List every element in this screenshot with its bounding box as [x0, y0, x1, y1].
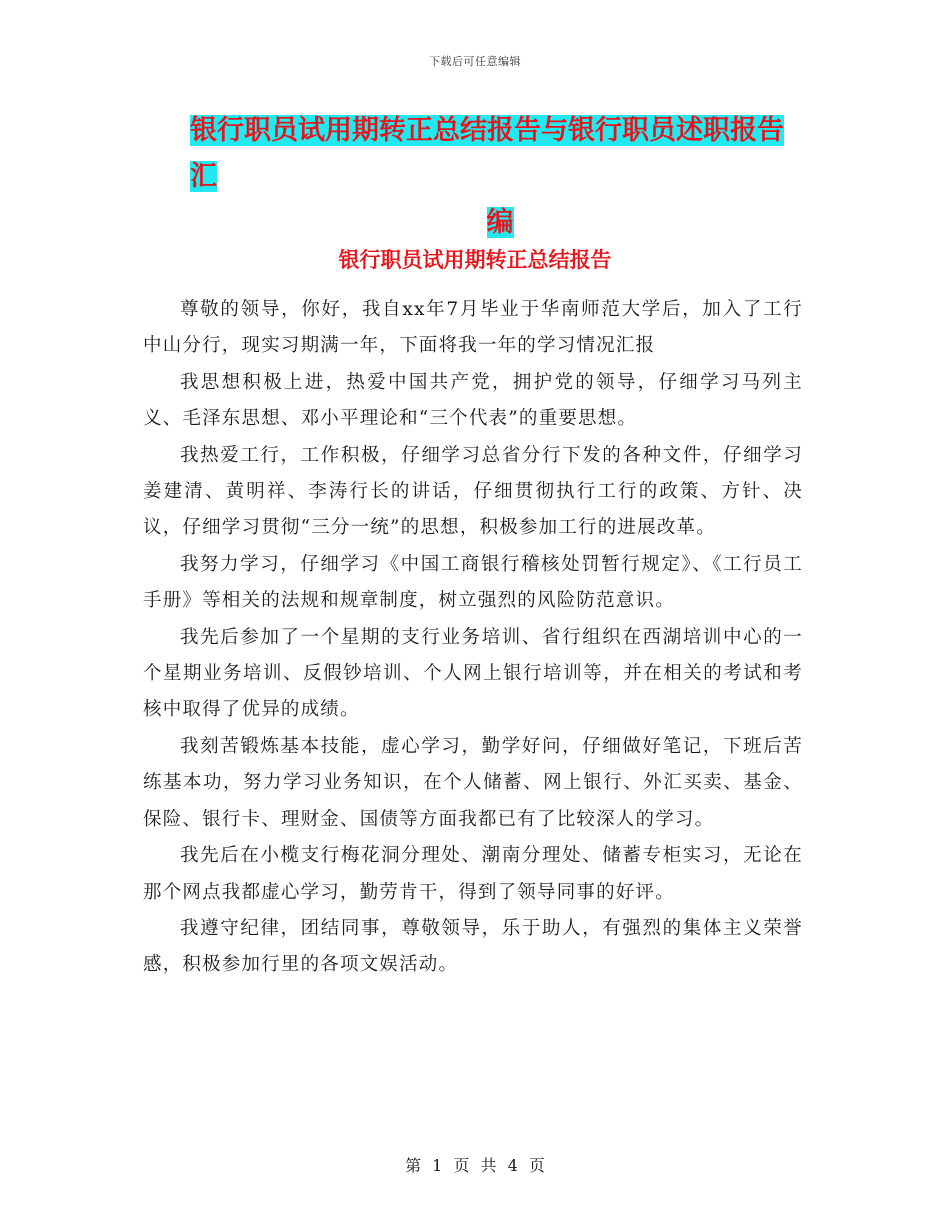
page-number: 第 1 页 共 4 页: [405, 1156, 545, 1175]
paragraph: 我热爱工行，工作积极，仔细学习总省分行下发的各种文件，仔细学习姜建清、黄明祥、李涛行长的讲话，仔细贯彻执行工行的政策、方针、决议，仔细学习贯彻“三分一统”的思想，积极参加工行的进展改革。: [143, 444, 803, 539]
document-title-line-2: 编: [486, 207, 514, 238]
paragraph: 我刻苦锻炼基本技能，虚心学习，勤学好问，仔细做好笔记，下班后苦练基本功，努力学习业务知识，在个人储蓄、网上银行、外汇买卖、基金、保险、银行卡、理财金、国债等方面我都已有了比较深人的学习。: [143, 735, 803, 830]
paragraph: 我先后参加了一个星期的支行业务培训、省行组织在西湖培训中心的一个星期业务培训、反假钞培训、个人网上银行培训等，并在相关的考试和考核中取得了优异的成绩。: [143, 626, 803, 721]
paragraph: 我思想积极上进，热爱中国共产党，拥护党的领导，仔细学习马列主义、毛泽东思想、邓小平理论和“三个代表”的重要思想。: [143, 371, 803, 430]
paragraph: 尊敬的领导，你好，我自xx年7月毕业于华南师范大学后，加入了工行中山分行，现实习期满一年，下面将我一年的学习情况汇报: [143, 299, 803, 357]
paragraph: 我努力学习，仔细学习《中国工商银行稽核处罚暂行规定》、《工行员工手册》等相关的法规和规章制度，树立强烈的风险防范意识。: [143, 553, 803, 612]
section-title: 银行职员试用期转正总结报告: [338, 247, 612, 272]
document-body: [143, 292, 803, 984]
paragraph: 我先后在小榄支行梅花洞分理处、潮南分理处、储蓄专柜实习，无论在那个网点我都虚心学习，勤劳肯干，得到了领导同事的好评。: [143, 845, 803, 903]
document-title-line-1: 银行职员试用期转正总结报告与银行职员述职报告汇: [190, 115, 784, 192]
document-title: [190, 108, 810, 246]
page-header-note: 下载后可任意编辑: [429, 55, 521, 68]
paragraph: 我遵守纪律，团结同事，尊敬领导，乐于助人，有强烈的集体主义荣誉感，积极参加行里的各项文娱活动。: [143, 917, 803, 976]
